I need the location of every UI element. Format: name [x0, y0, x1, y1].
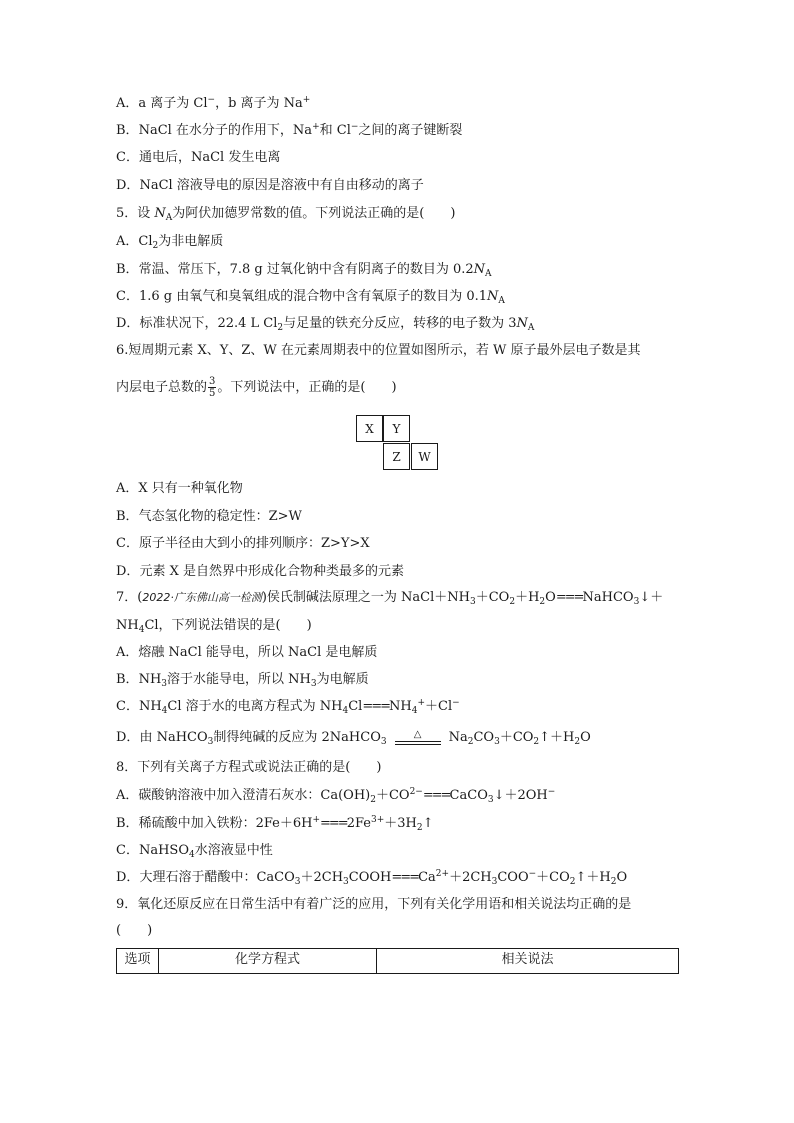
q4-option-a: A．a 离子为 Cl−，b 离子为 Na+ [116, 95, 311, 111]
q5-option-c: C．1.6 g 由氧气和臭氧组成的混合物中含有氧原子的数目为 $0.1N_A$ [116, 289, 505, 306]
q7-source: 2022·广东佛山高一检测 [142, 591, 262, 604]
q9-stem-line2: ( ) [116, 923, 153, 938]
q7-option-a: A．熔融 NaCl 能导电，所以 NaCl 是电解质 [116, 645, 378, 660]
q6-option-a: A．X 只有一种氧化物 [116, 481, 243, 496]
q4-option-d: D．NaCl 溶液导电的原因是溶液中有自由移动的离子 [116, 178, 424, 193]
q4-option-b: B．NaCl 在水分子的作用下，Na+和 Cl−之间的离子键断裂 [116, 122, 463, 138]
q9-options-table-header [116, 948, 679, 974]
periodic-table-fragment [356, 415, 440, 471]
q5-option-b: B．常温、常压下，7.8 g 过氧化钠中含有阴离子的数目为 $0.2N_A$ [116, 262, 492, 279]
q6-stem-line2: 内层电子总数的 $\frac{3}{5}$ 。下列说法中，正确的是( ) [116, 376, 397, 399]
q5-option-a: A．$Cl_2$为非电解质 [116, 234, 224, 251]
q6-option-d: D．元素 X 是自然界中形成化合物种类最多的元素 [116, 564, 404, 579]
q8-stem: 8．下列有关离子方程式或说法正确的是( ) [116, 760, 382, 775]
q5-option-d: D．标准状况下，22.4 L $Cl_2$与足量的铁充分反应，转移的电子数为 $3N_A$ [116, 316, 535, 333]
header-option: 选项 [117, 949, 159, 973]
q7-option-c: C．$NH_4Cl$ 溶于水的电离方程式为 $NH_4Cl===NH_4^++Cl^-$ [116, 698, 460, 716]
q8-option-a: A．碳酸钠溶液中加入澄清石灰水：$Ca(OH)_2+CO^{2-}===CaCO_3↓+2OH^-$ [116, 787, 556, 805]
q5-stem: 5．设 $N_A$为阿伏加德罗常数的值。下列说法正确的是( ) [116, 206, 456, 223]
q8-option-c: C．NaHSO$_4$水溶液显中性 [116, 843, 273, 860]
q9-stem-line1: 9．氧化还原反应在日常生活中有着广泛的应用，下列有关化学用语和相关说法均正确的是 [116, 897, 632, 912]
q7-option-d: D．由 NaHCO$_3$制得纯碱的反应为 2NaHCO$_3$ △ $Na_2CO_3+CO_2↑+H_2O$ [116, 729, 591, 747]
q7-option-b: B．$NH_3$溶于水能导电，所以 $NH_3$为电解质 [116, 672, 369, 689]
cell-w: W [411, 443, 438, 470]
heat-condition-arrow: △ [395, 730, 441, 745]
q7-stem-line2: $NH_4Cl$，下列说法错误的是( ) [116, 618, 312, 635]
q6-option-b: B．气态氢化物的稳定性：Z>W [116, 509, 302, 524]
cell-z: Z [383, 443, 410, 470]
q4-option-c: C．通电后，NaCl 发生电离 [116, 150, 281, 165]
cell-y: Y [383, 415, 410, 442]
cell-x: X [356, 415, 383, 442]
header-equation: 化学方程式 [159, 949, 377, 973]
header-remarks: 相关说法 [501, 952, 554, 967]
q6-option-c: C．原子半径由大到小的排列顺序：Z>Y>X [116, 536, 370, 551]
q8-option-b: B．稀硫酸中加入铁粉：$2Fe+6H^+===2Fe^{3+}+3H_2↑$ [116, 815, 434, 833]
q8-option-d: D．大理石溶于醋酸中：$CaCO_3+2CH_3COOH===Ca^{2+}+2CH_3COO^-+CO_2↑+H_2O$ [116, 869, 628, 887]
q6-stem-line1: 6.短周期元素 X、Y、Z、W 在元素周期表中的位置如图所示，若 W 原子最外层电子数是其 [116, 343, 641, 358]
q6-fraction: $\frac{3}{5}$ [209, 376, 216, 399]
q7-stem-line1: 7．(2022·广东佛山高一检测)侯氏制碱法原理之一为 $NaCl+NH_3+CO_2+H_2O===NaHCO_3↓+$ [116, 590, 664, 607]
